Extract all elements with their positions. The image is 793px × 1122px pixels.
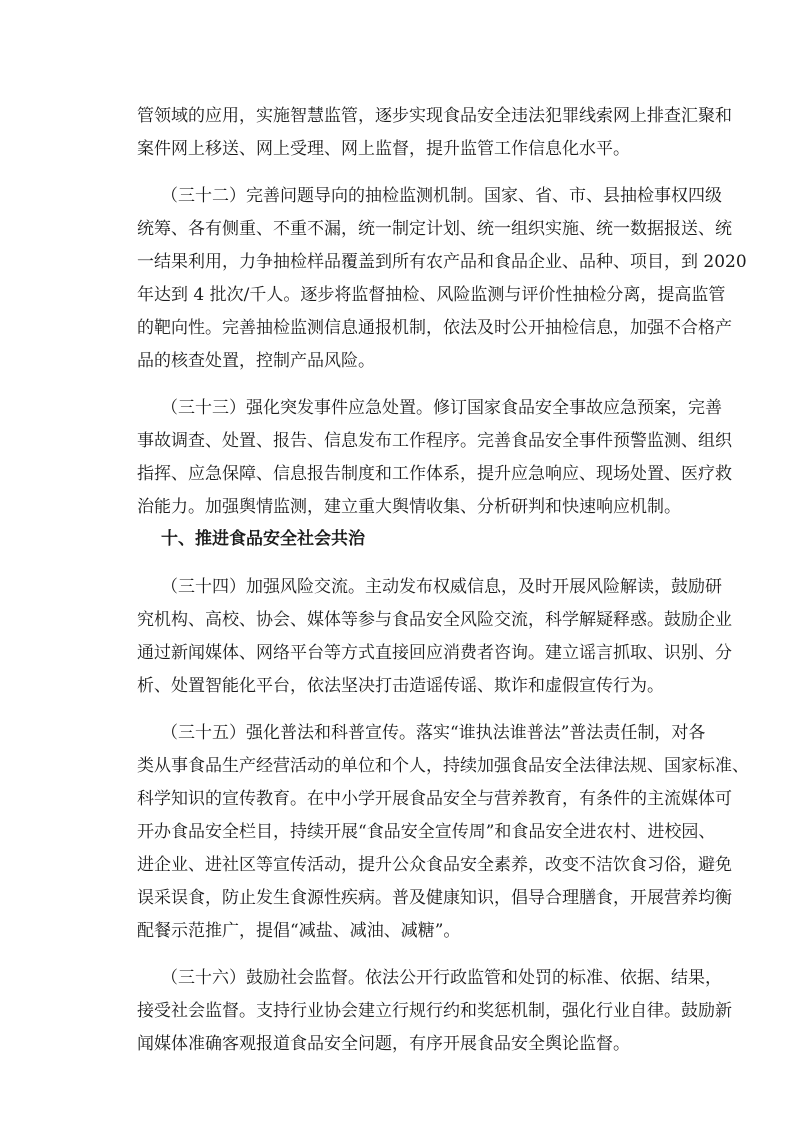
text-line: 进企业、进社区等宣传活动，提升公众食品安全素养，改变不洁饮食习俗，避免: [137, 855, 732, 875]
text-line: 一结果利用，力争抽检样品覆盖到所有农产品和食品企业、品种、项目，到 2020: [137, 252, 747, 272]
text-line: 管领域的应用，实施智慧监管，逐步实现食品安全违法犯罪线索网上排查汇聚和: [137, 106, 732, 126]
text-line: （三十二）完善问题导向的抽检监测机制。国家、省、市、县抽检事权四级: [161, 186, 722, 206]
text-line: （三十三）强化突发事件应急处置。修订国家食品安全事故应急预案，完善: [161, 398, 722, 418]
text-line: 科学知识的宣传教育。在中小学开展食品安全与营养教育，有条件的主流媒体可: [137, 789, 732, 809]
section-heading: 十、推进食品安全社会共治: [161, 529, 365, 549]
text-line: 闻媒体准确客观报道食品安全问题，有序开展食品安全舆论监督。: [137, 1034, 630, 1054]
text-line: （三十五）强化普法和科普宣传。落实“谁执法谁普法”普法责任制，对各: [161, 723, 706, 743]
text-line: 析、处置智能化平台，依法坚决打击造谣传谣、欺诈和虚假宣传行为。: [137, 676, 664, 696]
text-line: 统筹、各有侧重、不重不漏，统一制定计划、统一组织实施、统一数据报送、统: [137, 219, 732, 239]
text-line: 的靶向性。完善抽检监测信息通报机制，依法及时公开抽检信息，加强不合格产: [137, 318, 732, 338]
text-line: 年达到 4 批次/千人。逐步将监督抽检、风险监测与评价性抽检分离，提高监管: [137, 285, 726, 305]
text-line: 究机构、高校、协会、媒体等参与食品安全风险交流，科学解疑释惑。鼓励企业: [137, 610, 732, 630]
text-line: （三十六）鼓励社会监督。依法公开行政监管和处罚的标准、依据、结果，: [161, 968, 722, 988]
text-line: 事故调查、处置、报告、信息发布工作程序。完善食品安全事件预警监测、组织: [137, 431, 732, 451]
text-line: 案件网上移送、网上受理、网上监督，提升监管工作信息化水平。: [137, 139, 630, 159]
text-line: 开办食品安全栏目，持续开展“食品安全宣传周”和食品安全进农村、进校园、: [137, 822, 716, 842]
text-line: 治能力。加强舆情监测，建立重大舆情收集、分析研判和快速响应机制。: [137, 497, 681, 517]
text-line: 误采误食，防止发生食源性疾病。普及健康知识，倡导合理膳食，开展营养均衡: [137, 888, 732, 908]
text-line: 品的核查处置，控制产品风险。: [137, 351, 375, 371]
text-line: （三十四）加强风险交流。主动发布权威信息，及时开展风险解读，鼓励研: [161, 577, 722, 597]
text-line: 接受社会监督。支持行业协会建立行规行约和奖惩机制，强化行业自律。鼓励新: [137, 1001, 732, 1021]
text-line: 配餐示范推广，提倡“减盐、减油、减糖”。: [137, 921, 461, 941]
text-line: 类从事食品生产经营活动的单位和个人，持续加强食品安全法律法规、国家标准、: [137, 756, 749, 776]
text-line: 指挥、应急保障、信息报告制度和工作体系，提升应急响应、现场处置、医疗救: [137, 464, 732, 484]
text-line: 通过新闻媒体、网络平台等方式直接回应消费者咨询。建立谣言抓取、识别、分: [137, 643, 732, 663]
